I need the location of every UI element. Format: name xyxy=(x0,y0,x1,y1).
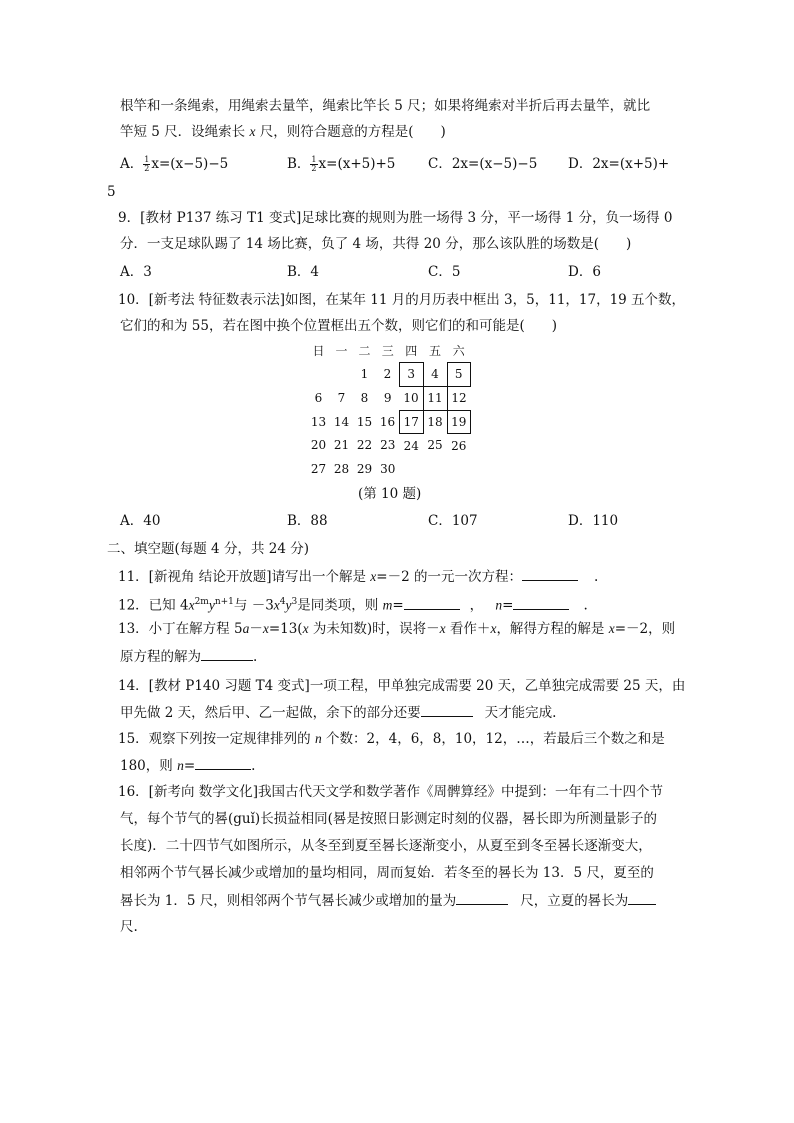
calendar-cell: 4 xyxy=(431,367,439,381)
q13-var: x xyxy=(439,621,446,636)
calendar-cell: 12 xyxy=(451,391,467,405)
calendar-cell: 25 xyxy=(427,438,443,453)
q12-exp: n+1 xyxy=(214,597,234,607)
calendar-cell: 7 xyxy=(337,391,346,405)
q12-end: . xyxy=(583,597,588,614)
calendar-header-row xyxy=(307,339,471,363)
q12-exp: 4 xyxy=(279,597,286,607)
q13-text: ，解得方程的解是 xyxy=(496,621,609,637)
q11 xyxy=(118,566,598,587)
answer-blank[interactable] xyxy=(456,890,508,905)
section-heading: 二、填空题(每题 4 分，共 24 分) xyxy=(107,541,309,557)
fraction xyxy=(143,156,150,173)
answer-blank[interactable] xyxy=(628,890,656,905)
answer-blank-m[interactable] xyxy=(404,595,460,610)
q13-text: － xyxy=(249,621,263,637)
calendar-cell: 10 xyxy=(403,391,419,405)
q15-line1 xyxy=(118,729,665,749)
calendar-cell: 23 xyxy=(380,438,396,453)
q16-line1: 16．[新考向 数学文化]我国古代天文学和数学著作《周髀算经》中提到：一年有二十四个节 xyxy=(118,784,664,800)
answer-blank[interactable] xyxy=(421,702,473,717)
q8-option-d[interactable] xyxy=(568,154,669,174)
calendar-cell: 20 xyxy=(310,438,327,453)
calendar-cell xyxy=(423,457,447,480)
q10-option-d[interactable]: D．110 xyxy=(568,513,619,529)
q9-option-d[interactable]: D．6 xyxy=(568,264,601,280)
calendar-cell-boxed: 11 xyxy=(423,386,447,410)
q12-var: y xyxy=(208,597,215,613)
calendar-cell-boxed: 17 xyxy=(400,410,424,434)
q10-option-b[interactable]: B．88 xyxy=(287,513,328,529)
q12-text: 是同类项，则 xyxy=(297,597,383,614)
q16-line4: 相邻两个节气晷长减少或增加的量均相同，周而复始．若冬至的晷长为 13．5 尺，夏至的 xyxy=(120,865,654,881)
q13-text: 看作＋ xyxy=(445,621,491,637)
q16-line6: 尺. xyxy=(120,919,138,935)
calendar-cell xyxy=(400,457,424,480)
q8-line1: 根竿和一条绳索，用绳索去量竿，绳索比竿长 5 尺；如果将绳索对半折后再去量竿，就比 xyxy=(120,98,651,114)
q10-option-a[interactable]: A．40 xyxy=(120,513,161,529)
q9-option-b[interactable]: B．4 xyxy=(287,264,320,280)
q13-text: 13．小丁在解方程 5 xyxy=(118,621,243,637)
calendar-cell-boxed: 5 xyxy=(447,363,471,387)
q15-text: = xyxy=(183,758,196,774)
calendar-row xyxy=(307,386,471,410)
frac-den: 2 xyxy=(144,164,150,173)
calendar-row xyxy=(307,434,471,458)
q10-line1: 10．[新考法 特征数表示法]如图，在某年 11 月的月历表中框出 3，5，11，17，19 五个数， xyxy=(118,292,686,308)
answer-blank[interactable] xyxy=(195,755,251,770)
q14-line2 xyxy=(120,702,556,723)
q12 xyxy=(118,592,588,616)
q12-exp: 2m xyxy=(194,597,209,607)
calendar-cell: 16 xyxy=(379,414,396,429)
calendar-cell xyxy=(307,363,330,387)
q8-option-c[interactable] xyxy=(428,154,537,174)
q12-var: x xyxy=(188,597,195,613)
q8-line2 xyxy=(120,122,446,142)
calendar-cell: 13 xyxy=(310,414,327,429)
q8-text-end: 尺，则符合题意的方程是( ) xyxy=(255,124,446,140)
q12-eq: = xyxy=(502,597,514,614)
calendar-row xyxy=(307,457,471,480)
calendar-cell xyxy=(447,457,471,480)
frac-num: 1 xyxy=(311,155,317,164)
option-label: A． xyxy=(120,156,144,172)
calendar-header: 四 xyxy=(405,344,418,358)
calendar-cell: 29 xyxy=(356,461,373,476)
q9-option-c[interactable]: C．5 xyxy=(428,264,461,280)
q8-option-b[interactable] xyxy=(287,154,395,174)
q13-var: x xyxy=(490,621,497,636)
q16-line5 xyxy=(120,890,656,911)
calendar-cell: 28 xyxy=(333,461,350,476)
q8-option-a[interactable] xyxy=(120,154,228,174)
option-label: B． xyxy=(287,156,311,172)
q13-line1 xyxy=(118,619,675,639)
calendar-row xyxy=(307,410,471,434)
calendar-cell: 1 xyxy=(360,367,369,382)
q13-text: =13( xyxy=(268,621,303,637)
q15-end: . xyxy=(251,758,256,774)
q13-var: x xyxy=(262,621,269,636)
figure-caption: (第 10 题) xyxy=(358,486,422,502)
option-expr: 2x=(x+5)+ xyxy=(592,156,670,172)
calendar-header: 五 xyxy=(428,344,441,359)
q13-line2 xyxy=(120,646,257,667)
q11-var: x xyxy=(370,569,377,584)
calendar-cell: 18 xyxy=(427,415,443,429)
q11-end: . xyxy=(594,569,599,585)
q10-line2: 它们的和为 55，若在图中换个位置框出五个数，则它们的和可能是( ) xyxy=(120,318,558,334)
calendar-cell: 26 xyxy=(451,438,467,453)
q13-var: a xyxy=(242,621,250,636)
calendar-cell: 6 xyxy=(314,391,323,405)
calendar-cell-boxed: 3 xyxy=(400,363,424,387)
q12-var-m: m xyxy=(382,597,393,613)
calendar-cell: 30 xyxy=(380,461,396,476)
calendar-header: 二 xyxy=(358,344,371,359)
frac-num: 1 xyxy=(144,155,150,164)
q12-exp: 3 xyxy=(291,597,298,607)
calendar-cell: 22 xyxy=(356,438,373,453)
calendar-cell: 15 xyxy=(356,414,373,429)
q9-line1: 9．[教材 P137 练习 T1 变式]足球比赛的规则为胜一场得 3 分，平一场得 1 分，负一场得 0 xyxy=(118,210,673,226)
q9-line2: 分．一支足球队踢了 14 场比赛，负了 4 场，共得 20 分，那么该队胜的场数是( ) xyxy=(120,236,632,252)
calendar-header: 一 xyxy=(335,344,348,359)
frac-den: 2 xyxy=(311,164,317,173)
q13-end: . xyxy=(253,649,258,665)
q13-text: 为未知数)时，误将－ xyxy=(308,621,440,637)
q13-text: 原方程的解为 xyxy=(120,649,201,665)
q14-text: 天才能完成. xyxy=(484,705,557,721)
q11-text2: =－2 的一元一次方程： xyxy=(376,569,522,585)
q8-option-d-wrap: 5 xyxy=(107,184,116,200)
q16-text: 晷长为 1．5 尺，则相邻两个节气晷长减少或增加的量为 xyxy=(120,893,457,909)
q14-text: 甲先做 2 天，然后甲、乙一起做，余下的部分还要 xyxy=(120,705,421,721)
q15-text: 15．观察下列按一定规律排列的 xyxy=(118,731,315,747)
calendar-header: 三 xyxy=(381,344,394,359)
calendar-cell: 21 xyxy=(333,438,350,453)
calendar-cell: 8 xyxy=(360,391,369,405)
option-label: C． xyxy=(428,156,452,172)
calendar-cell: 2 xyxy=(383,367,392,382)
q10-option-c[interactable]: C．107 xyxy=(428,513,478,529)
answer-blank[interactable] xyxy=(522,566,578,581)
q16-line3: 长度)．二十四节气如图所示，从冬至到夏至晷长逐渐变小，从夏至到冬至晷长逐渐变大， xyxy=(120,838,652,854)
q13-var: x xyxy=(608,621,615,636)
calendar-cell: 24 xyxy=(403,438,419,453)
q8-var: x xyxy=(249,124,256,139)
q15-text: 180，则 xyxy=(120,758,178,774)
q13-var: x xyxy=(302,621,309,636)
calendar-cell: 9 xyxy=(383,391,392,405)
q16-line2: 气，每个节气的晷(guǐ)长损益相同(晷是按照日影测定时刻的仪器，晷长即为所测量影子的 xyxy=(120,811,657,827)
option-expr: 2x=(x−5)−5 xyxy=(451,156,538,172)
q14-line1: 14．[教材 P140 习题 T4 变式]一项工程，甲单独完成需要 20 天，乙单独完成需要 25 天，由 xyxy=(118,678,686,694)
q12-var: x xyxy=(273,597,280,613)
calendar-cell-boxed: 19 xyxy=(447,410,471,434)
calendar-table xyxy=(307,339,471,480)
calendar-header: 六 xyxy=(452,344,465,358)
fraction xyxy=(310,156,317,173)
q12-var-n: n xyxy=(495,597,503,613)
q9-option-a[interactable]: A．3 xyxy=(120,264,152,280)
q8-text: 竿短 5 尺．设绳索长 xyxy=(120,124,250,140)
answer-blank[interactable] xyxy=(201,646,253,661)
answer-blank-n[interactable] xyxy=(513,595,569,610)
option-expr: x=(x−5)−5 xyxy=(151,156,229,172)
q15-text: 个数：2，4，6，8，10，12，…，若最后三个数之和是 xyxy=(321,731,665,747)
calendar-header: 日 xyxy=(312,344,325,359)
q13-text: =－2，则 xyxy=(614,621,676,637)
q15-var: n xyxy=(177,758,184,773)
calendar-cell: 14 xyxy=(333,414,350,429)
q12-text: 12．已知 4 xyxy=(118,597,189,614)
calendar-cell: 27 xyxy=(310,461,327,476)
q16-text: 尺，立夏的晷长为 xyxy=(520,893,629,909)
q11-text: 11．[新视角 结论开放题]请写出一个解是 xyxy=(118,569,371,585)
q12-sep: ， xyxy=(469,597,488,614)
q12-var: y xyxy=(285,597,292,613)
calendar-row xyxy=(307,363,471,387)
q12-eq: = xyxy=(392,597,404,614)
option-expr: x=(x+5)+5 xyxy=(318,156,396,172)
q15-line2 xyxy=(120,755,255,776)
calendar-cell xyxy=(330,363,353,387)
q12-text: 与 －3 xyxy=(233,597,274,614)
q15-var: n xyxy=(314,731,322,746)
option-label: D． xyxy=(568,156,593,172)
